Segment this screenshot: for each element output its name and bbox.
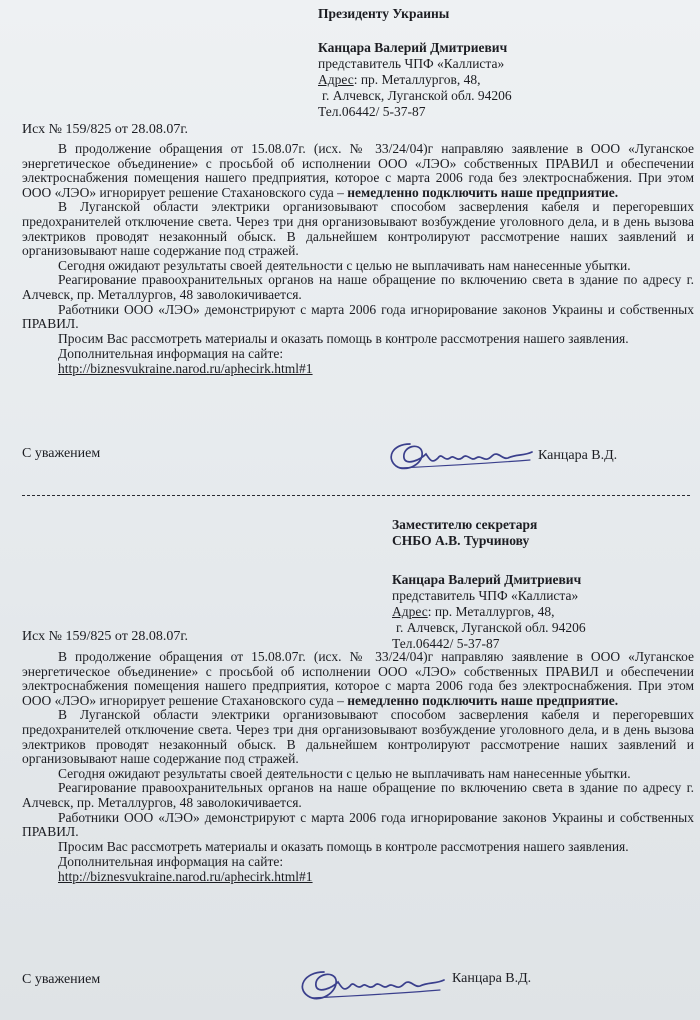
signature-image xyxy=(380,436,540,476)
paragraph-2: В Луганской области электрики организовывают способом засверления кабеля и перегоревших предохранителей отключение света. Через три дня организовывают возбуждение уголовного дела, и в день вызова электриков проводят незаконный обыск. В дальнейшем контролируют рассмотрение наших заявлений и организовывают наше содержание под стражей. xyxy=(22,199,694,259)
letter-to-nsdc-deputy xyxy=(0,505,700,1020)
paragraph-4: Реагирование правоохранительных органов на наше обращение по включению света в здание по адресу г. Алчевск, пр. Металлургов, 48 заволокичивается. xyxy=(22,272,694,302)
sender-phone: Тел.06442/ 5-37-87 xyxy=(392,636,500,651)
info-link[interactable]: http://biznesvukraine.narod.ru/aphecirk.html#1 xyxy=(58,360,313,376)
paragraph-6: Просим Вас рассмотреть материалы и оказать помощь в контроле рассмотрения нашего заявления. xyxy=(58,330,629,346)
sender-block xyxy=(392,572,586,652)
sender-block xyxy=(318,40,512,120)
info-label: Дополнительная информация на сайте: xyxy=(58,854,284,870)
info-link[interactable]: http://biznesvukraine.narod.ru/aphecirk.html#1 xyxy=(58,868,313,884)
cut-line-divider xyxy=(22,495,690,496)
letter-body xyxy=(22,142,694,377)
paragraph-4: Реагирование правоохранительных органов на наше обращение по включению света в здание по адресу г. Алчевск, пр. Металлургов, 48 заволокичивается. xyxy=(22,780,694,810)
sender-phone: Тел.06442/ 5-37-87 xyxy=(318,104,426,119)
paragraph-3: Сегодня ожидают результаты своей деятельности с целью не выплачивать нам нанесенные убытки. xyxy=(58,765,631,781)
addressee-line: СНБО А.В. Турчинову xyxy=(392,533,530,548)
paragraph-5: Работники ООО «ЛЭО» демонстрируют с марта 2006 года игнорирование законов Украины и собственных ПРАВИЛ. xyxy=(22,809,694,840)
sender-name: Канцара Валерий Дмитриевич xyxy=(392,572,582,587)
paragraph-3: Сегодня ожидают результаты своей деятельности с целью не выплачивать нам нанесенные убытки. xyxy=(58,257,631,273)
paragraph-5: Работники ООО «ЛЭО» демонстрируют с марта 2006 года игнорирование законов Украины и собственных ПРАВИЛ. xyxy=(22,301,694,332)
closing: С уважением xyxy=(22,446,101,461)
address-label: Адрес xyxy=(318,72,354,87)
addressee-block xyxy=(318,6,449,22)
addressee-block xyxy=(392,517,537,549)
paragraph-1: В продолжение обращения от 15.08.07г. (исх. № 33/24/04)г направляю заявление в ООО «Луганское энергетическое объединение» с просьбой об исполнении ООО «ЛЭО» собственных ПРАВИЛ и обеспечении электроснабжения помещения нашего предприятия, которое с марта 2006 года без электроснабжения. При этом ООО «ЛЭО» игнорирует решение Стахановского суда – немедленно подключить наше предприятие. xyxy=(22,141,694,200)
addressee-line: Президенту Украины xyxy=(318,6,450,21)
sender-name: Канцара Валерий Дмитриевич xyxy=(318,40,508,55)
sender-address-line1: Адрес: пр. Металлургов, 48, xyxy=(318,72,481,87)
signer-name: Канцара В.Д. xyxy=(538,448,618,463)
outgoing-reference: Исх № 159/825 от 28.08.07г. xyxy=(22,122,188,137)
paragraph-2: В Луганской области электрики организовывают способом засверления кабеля и перегоревших предохранителей отключение света. Через три дня организовывают возбуждение уголовного дела, и в день вызова электриков проводят незаконный обыск. В дальнейшем контролируют рассмотрение наших заявлений и организовывают наше содержание под стражей. xyxy=(22,707,694,767)
paragraph-6: Просим Вас рассмотреть материалы и оказать помощь в контроле рассмотрения нашего заявления. xyxy=(58,838,629,854)
sender-role: представитель ЧПФ «Каллиста» xyxy=(318,56,505,71)
sender-address-line2: г. Алчевск, Луганской обл. 94206 xyxy=(322,88,512,103)
bold-demand: немедленно подключить наше предприятие. xyxy=(347,184,619,200)
info-label: Дополнительная информация на сайте: xyxy=(58,346,284,362)
signature-image xyxy=(290,962,450,1006)
addressee-line: Заместителю секретаря xyxy=(392,517,538,532)
sender-address-line2: г. Алчевск, Луганской обл. 94206 xyxy=(396,620,586,635)
outgoing-reference: Исх № 159/825 от 28.08.07г. xyxy=(22,629,188,644)
closing: С уважением xyxy=(22,972,101,987)
paragraph-1: В продолжение обращения от 15.08.07г. (исх. № 33/24/04)г направляю заявление в ООО «Луганское энергетическое объединение» с просьбой об исполнении ООО «ЛЭО» собственных ПРАВИЛ и обеспечении электроснабжения помещения нашего предприятия, которое с марта 2006 года без электроснабжения. При этом ООО «ЛЭО» игнорирует решение Стахановского суда – немедленно подключить наше предприятие. xyxy=(22,649,694,708)
letter-to-president xyxy=(0,0,700,490)
address-label: Адрес xyxy=(392,604,428,619)
signer-name: Канцара В.Д. xyxy=(452,971,532,986)
sender-role: представитель ЧПФ «Каллиста» xyxy=(392,588,579,603)
bold-demand: немедленно подключить наше предприятие. xyxy=(347,692,619,708)
letter-body xyxy=(22,650,694,885)
sender-address-line1: Адрес: пр. Металлургов, 48, xyxy=(392,604,555,619)
